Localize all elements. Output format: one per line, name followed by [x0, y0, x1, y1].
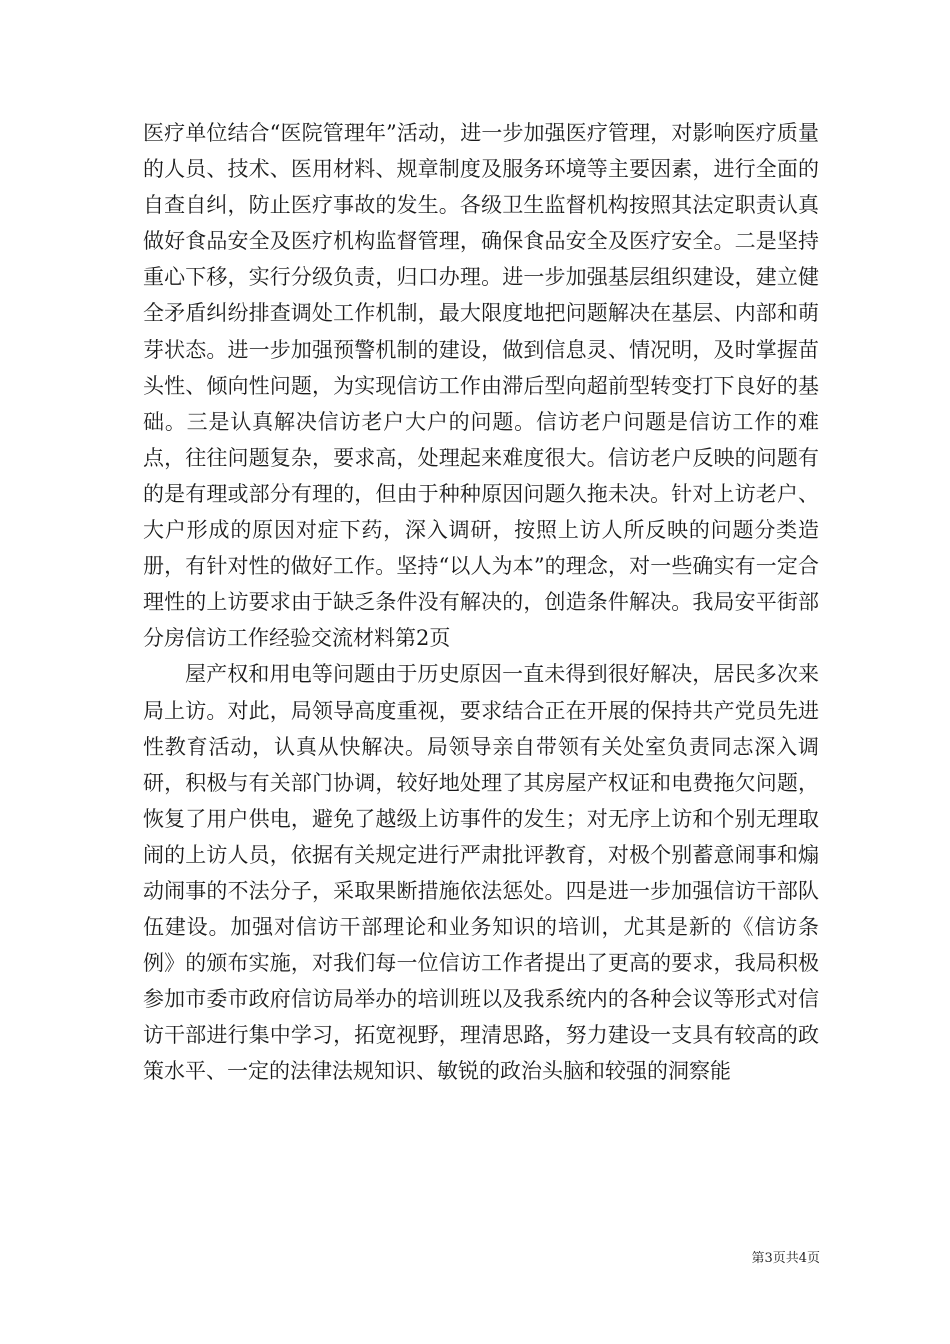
- body-paragraph-1: 医疗单位结合“医院管理年”活动，进一步加强医疗管理，对影响医疗质量的人员、技术、医用材料、规章制度及服务环境等主要因素，进行全面的自查自纠，防止医疗事故的发生。各级卫生监督机构按照其法定职责认真做好食品安全及医疗机构监督管理，确保食品安全及医疗安全。二是坚持重心下移，实行分级负责，归口办理。进一步加强基层组织建设，建立健全矛盾纠纷排查调处工作机制，最大限度地把问题解决在基层、内部和萌芽状态。进一步加强预警机制的建设，做到信息灵、情况明，及时掌握苗头性、倾向性问题，为实现信访工作由滞后型向超前型转变打下良好的基础。三是认真解决信访老户大户的问题。信访老户问题是信访工作的难点，往往问题复杂，要求高，处理起来难度很大。信访老户反映的问题有的是有理或部分有理的，但由于种种原因问题久拖未决。针对上访老户、大户形成的原因对症下药，深入调研，按照上访人所反映的问题分类造册，有针对性的做好工作。坚持“以人为本”的理念，对一些确实有一定合理性的上访要求由于缺乏条件没有解决的，创造条件解决。我局安平街部分房信访工作经验交流材料第2页: [143, 121, 819, 651]
- page-number: 第3页共4页: [751, 1251, 820, 1266]
- document-body: [143, 115, 819, 1090]
- body-paragraph-2: 屋产权和用电等问题由于历史原因一直未得到很好解决，居民多次来局上访。对此，局领导高度重视，要求结合正在开展的保持共产党员先进性教育活动，认真从快解决。局领导亲自带领有关处室负责同志深入调研，积极与有关部门协调，较好地处理了其房屋产权证和电费拖欠问题，恢复了用户供电，避免了越级上访事件的发生；对无序上访和个别无理取闹的上访人员，依据有关规定进行严肃批评教育，对极个别蓄意闹事和煽动闹事的不法分子，采取果断措施依法惩处。四是进一步加强信访干部队伍建设。加强对信访干部理论和业务知识的培训，尤其是新的《信访条例》的颁布实施，对我们每一位信访工作者提出了更高的要求，我局积极参加市委市政府信访局举办的培训班以及我系统内的各种会议等形式对信访干部进行集中学习，拓宽视野，理清思路，努力建设一支具有较高的政策水平、一定的法律法规知识、敏锐的政治头脑和较强的洞察能: [143, 662, 819, 1084]
